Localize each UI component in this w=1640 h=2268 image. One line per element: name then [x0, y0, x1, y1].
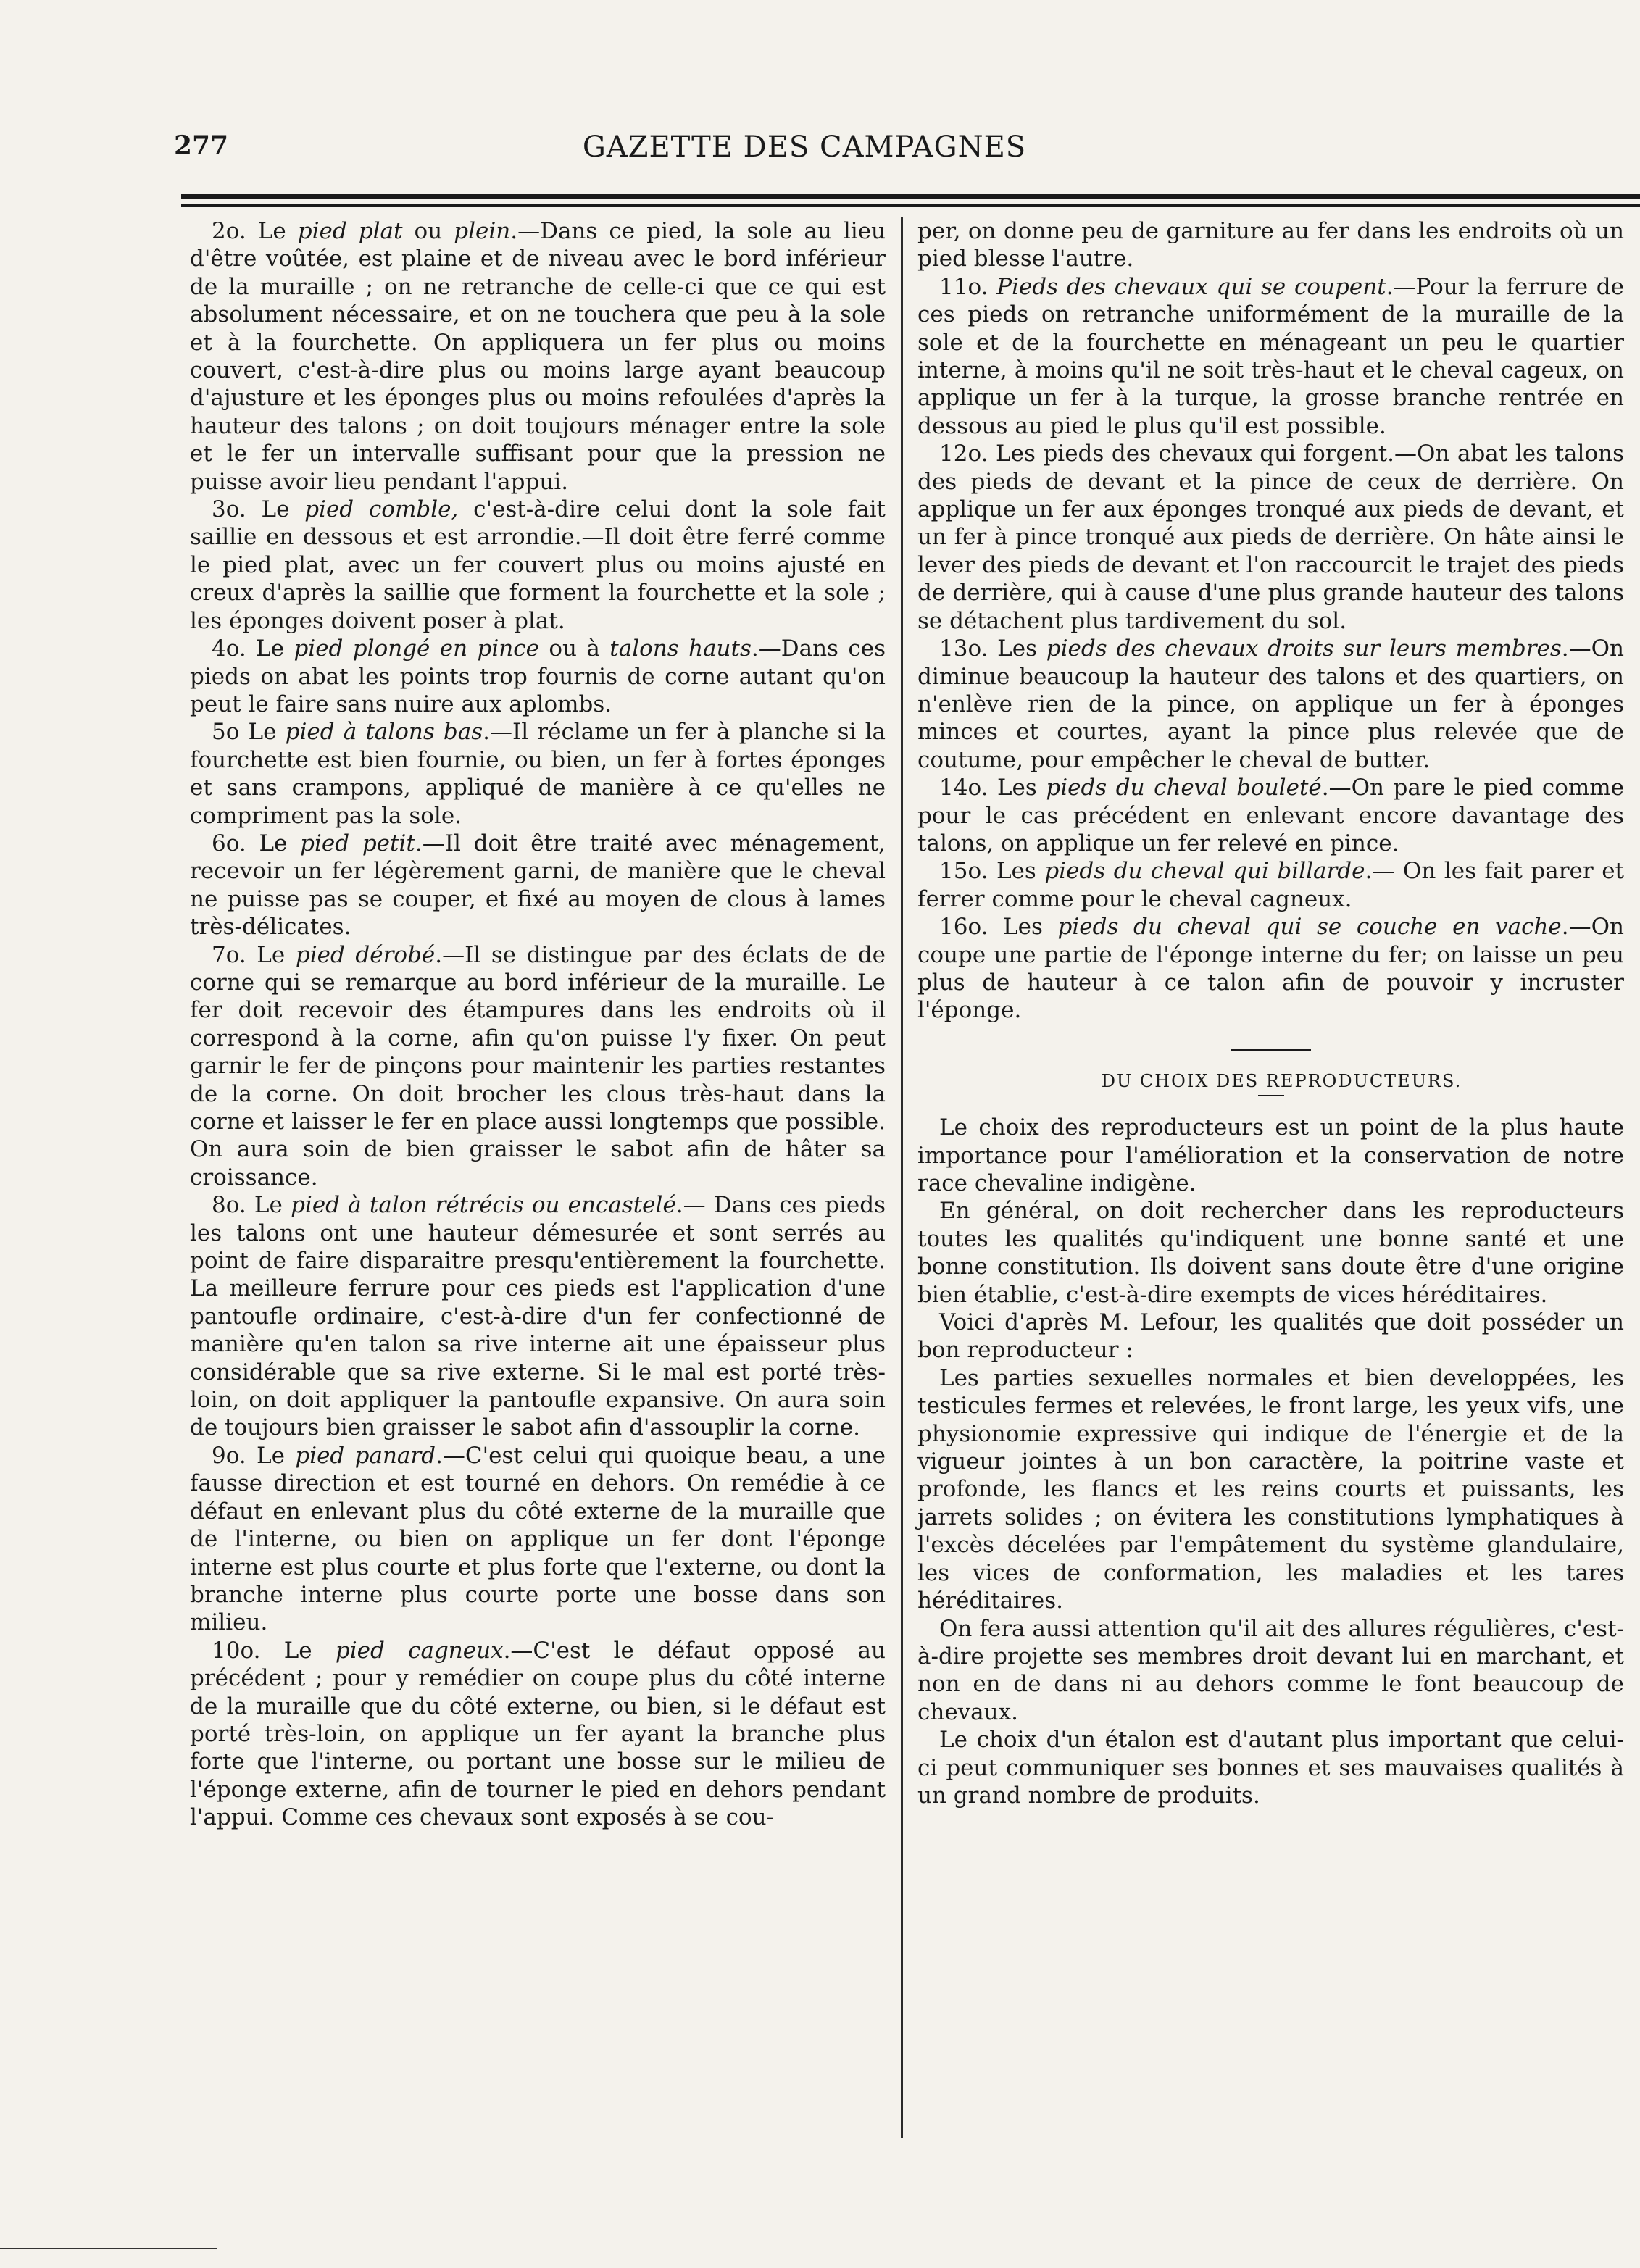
paragraph: 9o. Le pied panard.—C'est celui qui quoique beau, a une fausse direction et est tourné en dehors. On remédie à ce défaut en enlevant plus du côté externe de la muraille que de l'interne, ou bien on applique un fer dont l'éponge interne est plus courte et plus forte que l'externe, ou dont la branche interne plus courte porte une bosse dans son milieu. [190, 1442, 886, 1636]
paragraph-continuation: per, on donne peu de garniture au fer dans les endroits où un pied blesse l'autre. [917, 218, 1624, 272]
paragraph: 10o. Le pied cagneux.—C'est le défaut opposé au précédent ; pour y remédier on coupe plus du côté interne de la muraille que du côté externe, ou bien, si le défaut est porté très-loin, on applique un fer ayant la branche plus forte que l'interne, ou portant une bosse sur le milieu de l'éponge externe, afin de tourner le pied en dehors pendant l'appui. Comme ces chevaux sont exposés à se cou- [190, 1637, 886, 1831]
header-rule-thick [181, 194, 1640, 199]
section-title: DU CHOIX DES REPRODUCTEURS. [1101, 1070, 1462, 1091]
paragraph: En général, on doit rechercher dans les reproducteurs toutes les qualités qu'indiquent une bonne santé et une bonne constitution. Ils doivent sans doute être d'une origine bien établie, c'est-à-dire exempts de vices héréditaires. [917, 1198, 1624, 1308]
running-title: GAZETTE DES CAMPAGNES [582, 130, 1027, 164]
right-column [917, 217, 1624, 1809]
paragraph: Les parties sexuelles normales et bien developpées, les testicules fermes et relevées, le front large, les yeux vifs, une physionomie expressive qui indique de l'énergie et de la vigueur jointes à un bon caractère, la poitrine vaste et profonde, les flancs et les reins courts et puissants, les jarrets solides ; on évitera les constitutions lymphatiques à l'excès décelées par l'empâtement du système glandulaire, les vices de conformation, les maladies et les tares héréditaires. [917, 1364, 1624, 1614]
page-number: 277 [174, 130, 229, 161]
paragraph: 5o Le pied à talons bas.—Il réclame un fer à planche si la fourchette est bien fournie, ou bien, un fer à fortes éponges et sans crampons, appliqué de manière à ce qu'elles ne compriment pas la sole. [190, 719, 886, 829]
left-column [190, 217, 886, 1832]
paragraph: On fera aussi attention qu'il ait des allures régulières, c'est-à-dire projette ses membres droit devant lui en marchant, et non en de dans ni au dehors comme le font beaucoup de chevaux. [917, 1615, 1624, 1725]
paragraph: 7o. Le pied dérobé.—Il se distingue par des éclats de de corne qui se remarque au bord inférieur de la muraille. Le fer doit recevoir des étampures dans les endroits où il correspond à la corne, afin qu'on puisse l'y fixer. On peut garnir le fer de pinçons pour maintenir les parties restantes de la corne. On doit brocher les clous très-haut dans la corne et laisser le fer en place aussi longtemps que possible. On aura soin de bien graisser le sabot afin de hâter sa croissance. [190, 941, 886, 1191]
paragraph: 13o. Les pieds des chevaux droits sur leurs membres.—On diminue beaucoup la hauteur des talons et des quartiers, on n'enlève rien de la pince, on applique un fer à éponges minces et courtes, ayant la pince plus relevée que de coutume, pour empêcher le cheval de butter. [917, 635, 1624, 773]
footer-rule [0, 2248, 217, 2249]
header-rule-thin [181, 204, 1640, 207]
column-divider [901, 217, 903, 2138]
paragraph: 14o. Les pieds du cheval bouleté.—On pare le pied comme pour le cas précédent en enlevant encore davantage des talons, on applique un fer relevé en pince. [917, 775, 1624, 856]
paragraph: 4o. Le pied plongé en pince ou à talons hauts.—Dans ces pieds on abat les points trop fournis de corne autant qu'on peut le faire sans nuire aux aplombs. [190, 635, 886, 717]
paragraph: 3o. Le pied comble, c'est-à-dire celui dont la sole fait saillie en dessous et est arrondie.—Il doit être ferré comme le pied plat, avec un fer couvert plus ou moins ajusté en creux d'après la saillie que forment la fourchette et la sole ; les éponges doivent poser à plat. [190, 496, 886, 634]
paragraph: 8o. Le pied à talon rétrécis ou encastelé.— Dans ces pieds les talons ont une hauteur démesurée et sont serrés au point de faire disparaitre presqu'entièrement la fourchette. La meilleure ferrure pour ces pieds est l'application d'une pantoufle ordinaire, c'est-à-dire d'un fer confectionné de manière qu'en talon sa rive interne ait une épaisseur plus considérable que sa rive externe. Si le mal est porté très-loin, on doit appliquer la pantoufle expansive. On aura soin de toujours bien graisser le sabot afin d'assouplir la corne. [190, 1192, 886, 1441]
section-rule [1231, 1049, 1311, 1051]
paragraph: 15o. Les pieds du cheval qui billarde.— On les fait parer et ferrer comme pour le cheval cagneux. [917, 858, 1625, 912]
paragraph: 6o. Le pied petit.—Il doit être traité avec ménagement, recevoir un fer légèrement garni, de manière que le cheval ne puisse pas se couper, et fixé au moyen de clous à lames très-délicates. [190, 830, 886, 941]
paragraph: 2o. Le pied plat ou plein.—Dans ce pied, la sole au lieu d'être voûtée, est plaine et de niveau avec le bord inférieur de la muraille ; on ne retranche de celle-ci que ce qui est absolument nécessaire, et on ne touchera que peu à la sole et à la fourchette. On appliquera un fer plus ou moins couvert, c'est-à-dire plus ou moins large ayant beaucoup d'ajusture et les éponges plus ou moins refoulées d'après la hauteur des talons ; on doit toujours ménager entre la sole et le fer un intervalle suffisant pour que la pression ne puisse avoir lieu pendant l'appui. [190, 218, 886, 495]
paragraph: Le choix d'un étalon est d'autant plus important que celui-ci peut communiquer ses bonnes et ses mauvaises qualités à un grand nombre de produits. [917, 1727, 1624, 1809]
section-dash [1258, 1095, 1284, 1096]
paragraph: Voici d'après M. Lefour, les qualités que doit posséder un bon reproducteur : [917, 1309, 1624, 1364]
paragraph: 12o. Les pieds des chevaux qui forgent.—On abat les talons des pieds de devant et la pince de ceux de derrière. On applique un fer aux éponges tronqué aux pieds de devant, et un fer à pince tronqué aux pieds de derrière. On hâte ainsi le lever des pieds de devant et l'on raccourcit le trajet des pieds de derrière, qui à cause d'une plus grande hauteur des talons se détachent plus tardivement du sol. [917, 441, 1624, 634]
paragraph: 16o. Les pieds du cheval qui se couche en vache.—On coupe une partie de l'éponge interne du fer; on laisse un peu plus de hauteur à ce talon afin de pouvoir y incruster l'éponge. [917, 914, 1624, 1024]
paragraph: Le choix des reproducteurs est un point de la plus haute importance pour l'amélioration et la conservation de notre race chevaline indigène. [917, 1114, 1624, 1196]
page-header [174, 122, 1435, 172]
paragraph: 11o. Pieds des chevaux qui se coupent.—Pour la ferrure de ces pieds on retranche uniformément de la muraille de la sole et de la fourchette en ménageant un peu le quartier interne, à moins qu'il ne soit très-haut et le cheval cageux, on applique un fer à la turque, la grosse branche rentrée en dessous au pied le plus qu'il est possible. [917, 273, 1624, 439]
